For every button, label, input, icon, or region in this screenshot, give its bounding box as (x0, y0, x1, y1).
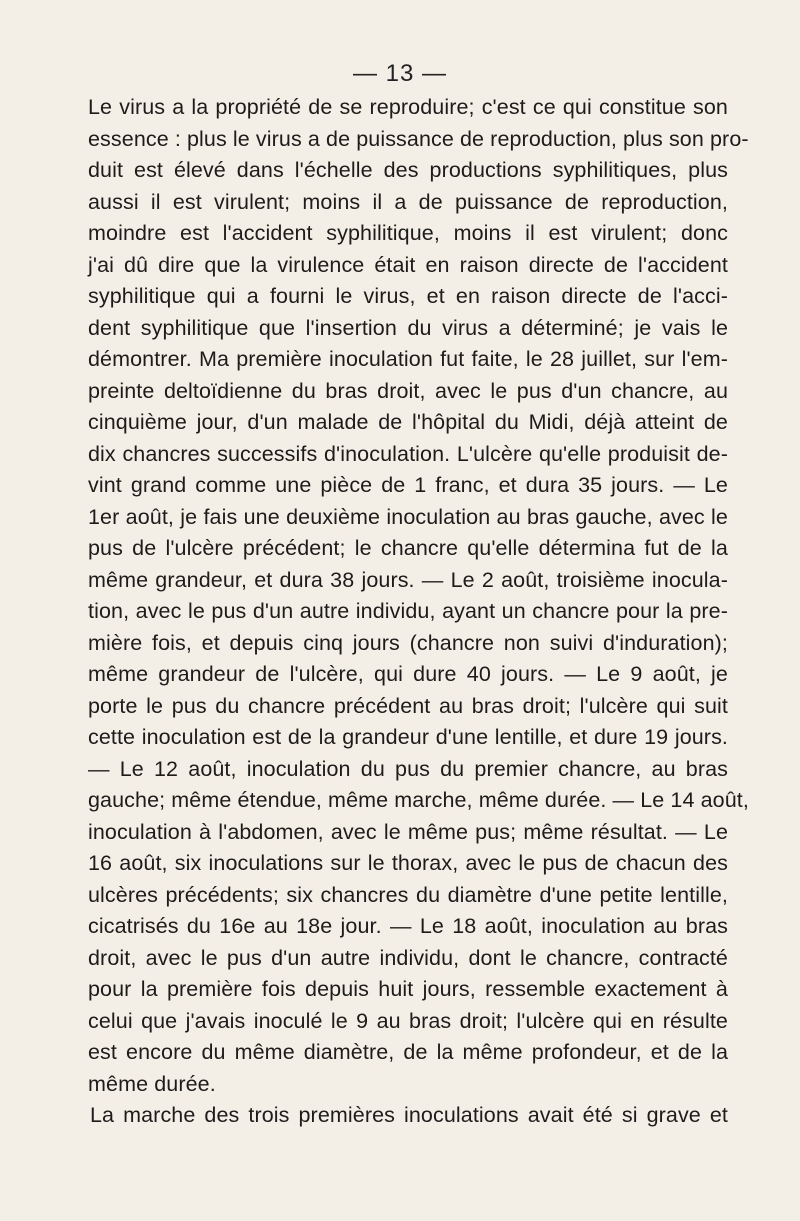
text-line: Le virus a la propriété de se reproduire; c'est ce qui constitue son (88, 95, 728, 119)
text-line: démontrer. Ma première inoculation fut faite, le 28 juillet, sur l'em- (88, 347, 728, 371)
text-line: duit est élevé dans l'échelle des productions syphilitiques, plus (88, 158, 728, 182)
text-line: cinquième jour, d'un malade de l'hôpital du Midi, déjà atteint de (88, 410, 728, 434)
text-line: cette inoculation est de la grandeur d'une lentille, et dure 19 jours. (88, 725, 728, 749)
text-line: essence : plus le virus a de puissance de reproduction, plus son pro- (88, 126, 749, 151)
text-line: syphilitique qui a fourni le virus, et en raison directe de l'acci- (88, 284, 728, 308)
text-line: porte le pus du chancre précédent au bras droit; l'ulcère qui suit (88, 693, 728, 718)
text-line: même durée. (88, 1071, 216, 1096)
text-line: vint grand comme une pièce de 1 franc, et dura 35 jours. — Le (88, 473, 728, 497)
page-number: — 13 — (352, 60, 448, 87)
text-line: même grandeur, et dura 38 jours. — Le 2 août, troisième inocula- (88, 567, 728, 592)
text-line: preinte deltoïdienne du bras droit, avec le pus d'un chancre, au (88, 378, 728, 403)
paragraph-2 (88, 1100, 728, 1132)
text-line: celui que j'avais inoculé le 9 au bras droit; l'ulcère qui en résulte (88, 1008, 728, 1033)
text-line: pour la première fois depuis huit jours, ressemble exactement à (88, 977, 728, 1001)
text-line: La marche des trois premières inoculations avait été si grave et (90, 1103, 728, 1127)
text-line: même grandeur de l'ulcère, qui dure 40 jours. — Le 9 août, je (88, 662, 728, 686)
text-line: 16 août, six inoculations sur le thorax, avec le pus de chacun des (88, 851, 728, 875)
text-line: inoculation à l'abdomen, avec le même pus; même résultat. — Le (88, 819, 728, 844)
text-line: j'ai dû dire que la virulence était en raison directe de l'accident (88, 252, 728, 277)
text-line: tion, avec le pus d'un autre individu, ayant un chancre pour la pre- (88, 599, 728, 623)
text-line: droit, avec le pus d'un autre individu, dont le chancre, contracté (88, 945, 728, 970)
text-line: est encore du même diamètre, de la même profondeur, et de la (88, 1040, 728, 1064)
text-line: dent syphilitique que l'insertion du virus a déterminé; je vais le (88, 315, 728, 340)
text-line: aussi il est virulent; moins il a de puissance de reproduction, (88, 189, 728, 214)
text-line: gauche; même étendue, même marche, même durée. — Le 14 août, (88, 788, 749, 812)
text-line: 1er août, je fais une deuxième inoculation au bras gauche, avec le (88, 504, 728, 529)
text-line: cicatrisés du 16e au 18e jour. — Le 18 août, inoculation au bras (88, 914, 728, 938)
text-line: — Le 12 août, inoculation du pus du premier chancre, au bras (88, 756, 728, 781)
text-line: ulcères précédents; six chancres du diamètre d'une petite lentille, (88, 882, 728, 907)
text-line: pus de l'ulcère précédent; le chancre qu'elle détermina fut de la (88, 536, 728, 560)
body-text (88, 92, 749, 1132)
text-line: dix chancres successifs d'inoculation. L'ulcère qu'elle produisit de- (88, 441, 728, 466)
text-line: mière fois, et depuis cinq jours (chancre non suivi d'induration); (88, 630, 728, 655)
paragraph-1 (88, 92, 749, 1100)
text-line: moindre est l'accident syphilitique, moins il est virulent; donc (88, 221, 728, 245)
